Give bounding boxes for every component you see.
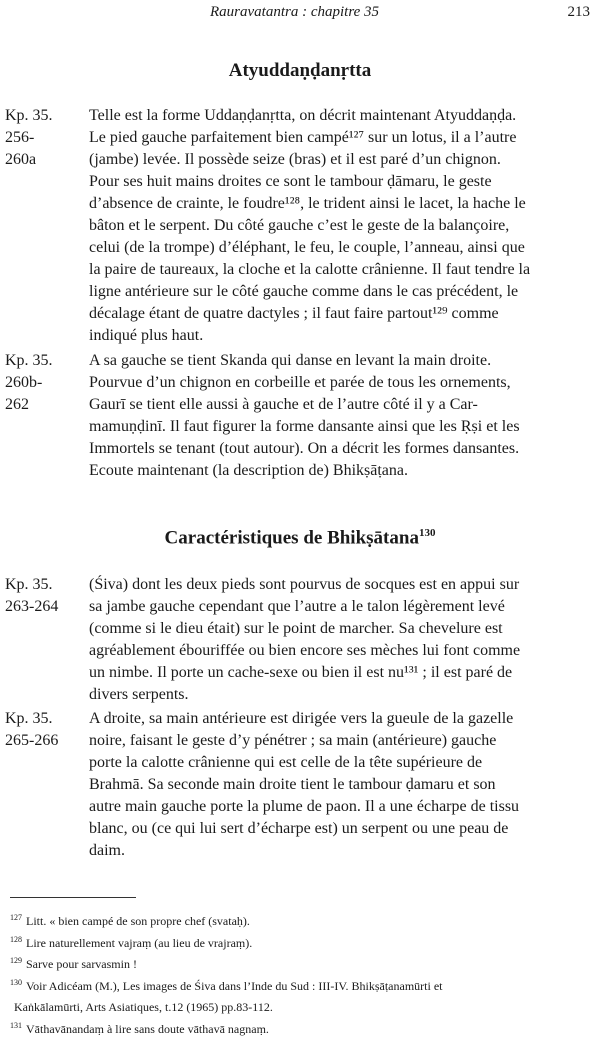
text-line: Telle est la forme Uddaṇḍanṛtta, on décrit maintenant Atyuddaṇḍa. (89, 105, 594, 127)
footnote (10, 931, 595, 953)
reference-line: 256- (5, 127, 80, 149)
text-line: blanc, ou (ce qui lui sert d’écharpe est) un serpent ou une peau de (89, 818, 594, 840)
text-line: daim. (89, 840, 594, 862)
footnote-separator (10, 897, 136, 898)
verse-reference (5, 350, 80, 416)
text-line: Ecoute maintenant (la description de) Bhikṣāṭana. (89, 460, 594, 482)
text-line: (Śiva) dont les deux pieds sont pourvus de socques est en appui sur (89, 574, 594, 596)
text-line: Gaurī se tient elle aussi à gauche et de l’autre côté il y a Car- (89, 394, 594, 416)
footnotes (10, 909, 595, 1038)
footnote-text: Sarve pour sarvasmin ! (26, 957, 137, 971)
text-line: (comme si le dieu était) sur le point de marcher. Sa chevelure est (89, 618, 594, 640)
reference-line: 260a (5, 149, 80, 171)
text-line: indiqué plus haut. (89, 325, 594, 347)
reference-line: 265-266 (5, 730, 80, 752)
footnote (10, 974, 595, 996)
text-line: Immortels se tenant (tout autour). On a décrit les formes dansantes. (89, 438, 594, 460)
verse-translation (89, 574, 594, 706)
footnote-ref: 130 (419, 527, 436, 539)
footnote-continuation (10, 995, 595, 1017)
text-line: porte la calotte crânienne qui est celle de la tête supérieure de (89, 752, 594, 774)
page-number: 213 (568, 4, 591, 21)
footnote (10, 909, 595, 931)
text-line: Pour ses huit mains droites ce sont le tambour ḍāmaru, le geste (89, 171, 594, 193)
footnote-number: 127 (10, 913, 22, 922)
section-title-atyuddandanrtta (0, 60, 600, 82)
reference-line: Kp. 35. (5, 350, 80, 372)
verse-reference (5, 105, 80, 171)
section-title-text: Atyuddaṇḍanṛtta (229, 60, 372, 81)
text-line: agréablement ébouriffée ou bien encore ses mèches lui font comme (89, 640, 594, 662)
text-line: ligne antérieure sur le côté gauche comme dans le cas précédent, le (89, 281, 594, 303)
verse-translation (89, 105, 594, 347)
text-line: divers serpents. (89, 684, 594, 706)
text-line: (jambe) levée. Il possède seize (bras) et il est paré d’un chignon. (89, 149, 594, 171)
text-line: noire, faisant le geste d’y pénétrer ; sa main (antérieure) gauche (89, 730, 594, 752)
text-line: un nimbe. Il porte un cache-sexe ou bien il est nu¹³¹ ; il est paré de (89, 662, 594, 684)
section-title-text: Caractéristiques de Bhikṣātana (165, 527, 419, 548)
text-line: celui (de la trompe) d’éléphant, le feu, le couple, l’anneau, ainsi que (89, 237, 594, 259)
reference-line: Kp. 35. (5, 708, 80, 730)
text-line: décalage étant de quatre dactyles ; il faut faire partout¹²⁹ comme (89, 303, 594, 325)
footnote-number: 131 (10, 1021, 22, 1030)
footnote-text: Lire naturellement vajraṃ (au lieu de vrajraṃ). (26, 936, 252, 950)
footnote-text: Voir Adicéam (M.), Les images de Śiva dans l’Inde du Sud : III-IV. Bhikṣāṭanamūrti et (26, 979, 442, 993)
reference-line: Kp. 35. (5, 105, 80, 127)
reference-line: 260b- (5, 372, 80, 394)
running-head-title: Rauravatantra : chapitre 35 (210, 4, 379, 21)
text-line: A droite, sa main antérieure est dirigée vers la gueule de la gazelle (89, 708, 594, 730)
text-line: Le pied gauche parfaitement bien campé¹²⁷ sur un lotus, il a l’autre (89, 127, 594, 149)
footnote-number: 130 (10, 978, 22, 987)
footnote (10, 952, 595, 974)
text-line: Pourvue d’un chignon en corbeille et parée de tous les ornements, (89, 372, 594, 394)
footnote-text: Kaṅkālamūrti, Arts Asiatiques, t.12 (1965) pp.83-112. (14, 1000, 273, 1014)
verse-translation (89, 708, 594, 862)
text-line: d’absence de crainte, le foudre¹²⁸, le trident ainsi le lacet, la hache le (89, 193, 594, 215)
footnote (10, 1017, 595, 1038)
footnote-text: Vāthavānandaṃ à lire sans doute vāthavā nagnaṃ. (26, 1022, 269, 1036)
verse-translation (89, 350, 594, 482)
reference-line: 263-264 (5, 596, 80, 618)
text-line: autre main gauche porte la plume de paon. Il a une écharpe de tissu (89, 796, 594, 818)
footnote-number: 129 (10, 956, 22, 965)
text-line: Brahmā. Sa seconde main droite tient le tambour ḍamaru et son (89, 774, 594, 796)
footnote-text: Litt. « bien campé de son propre chef (svataḥ). (26, 914, 250, 928)
reference-line: Kp. 35. (5, 574, 80, 596)
footnote-number: 128 (10, 935, 22, 944)
text-line: sa jambe gauche cependant que l’autre a le talon légèrement levé (89, 596, 594, 618)
text-line: la paire de taureaux, la cloche et la calotte crânienne. Il faut tendre la (89, 259, 594, 281)
text-line: mamuṇḍinī. Il faut figurer la forme dansante ainsi que les Ṛṣi et les (89, 416, 594, 438)
text-line: A sa gauche se tient Skanda qui danse en levant la main droite. (89, 350, 594, 372)
running-head (0, 4, 600, 24)
verse-reference (5, 708, 80, 752)
section-title-bhiksatana (0, 527, 600, 549)
reference-line: 262 (5, 394, 80, 416)
verse-reference (5, 574, 80, 618)
text-line: bâton et le serpent. Du côté gauche c’est le geste de la balançoire, (89, 215, 594, 237)
